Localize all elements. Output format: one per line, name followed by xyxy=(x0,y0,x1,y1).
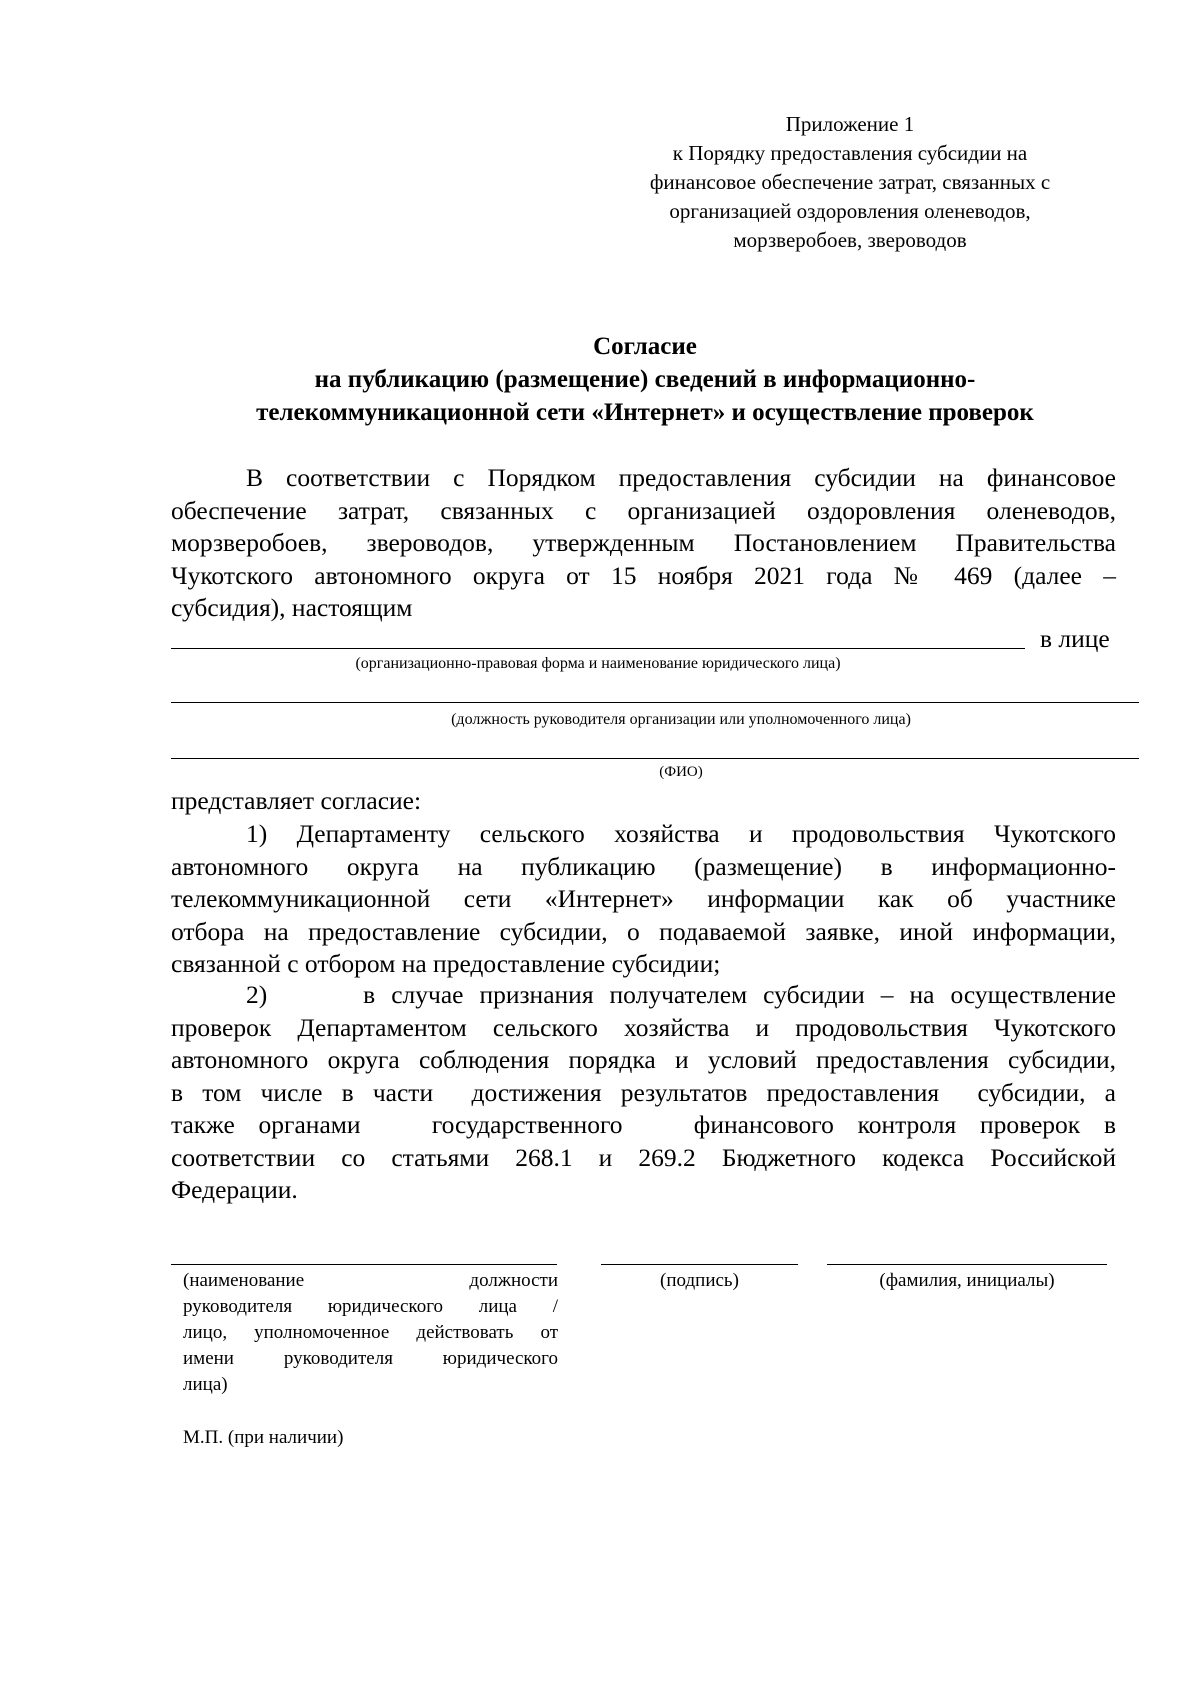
item1-line: связанной с отбором на предоставление субсидии; xyxy=(171,949,721,978)
appendix-header xyxy=(610,110,1090,255)
signatory-caption-line: лица) xyxy=(183,1374,228,1395)
appendix-line: организацией оздоровления оленеводов, xyxy=(669,199,1031,223)
intro-line: обеспечение затрат, связанных с организацией оздоровления оленеводов, xyxy=(171,495,1116,525)
item1-line: автономного округа на публикацию (размещение) в информационно- xyxy=(171,851,1116,881)
fio-field[interactable] xyxy=(171,758,1139,759)
item1-line: 1) Департаменту сельского хозяйства и продовольствия Чукотского xyxy=(246,819,1116,848)
item2-line: автономного округа соблюдения порядка и условий предоставления субсидии, xyxy=(171,1045,1116,1074)
represent-line: представляет согласие: xyxy=(171,786,422,815)
position-caption: (должность руководителя организации или уполномоченного лица) xyxy=(451,711,911,728)
document-title xyxy=(170,330,1120,429)
appendix-line: морзверобоев, звероводов xyxy=(733,228,967,252)
intro-line: субсидия), настоящим xyxy=(171,593,413,622)
item2-line: в том числе в части достижения результатов предоставления субсидии, а xyxy=(171,1077,1116,1107)
title-line: на публикацию (размещение) сведений в информационно- xyxy=(314,366,976,393)
item2-line: 2) в случае признания получателем субсидии – на осуществление xyxy=(246,980,1116,1009)
signatory-caption-line: лицо, уполномоченное действовать от xyxy=(183,1322,558,1343)
represent-paragraph xyxy=(171,785,1116,818)
org-name-field[interactable] xyxy=(171,648,1025,649)
consent-item-2 xyxy=(171,979,1116,1207)
org-name-caption: (организационно-правовая форма и наименование юридического лица) xyxy=(355,655,841,672)
signatory-name-caption: (фамилия, инициалы) xyxy=(879,1270,1055,1291)
intro-line: морзверобоев, звероводов, утвержденным Постановлением Правительства xyxy=(171,528,1116,557)
item1-line: телекоммуникационной сети «Интернет» информации как об участнике xyxy=(171,884,1116,913)
signatory-name-field[interactable] xyxy=(827,1264,1107,1265)
signatory-position-field[interactable] xyxy=(171,1264,557,1265)
title-line: телекоммуникационной сети «Интернет» и осуществление проверок xyxy=(256,399,1034,426)
position-field[interactable] xyxy=(171,702,1139,703)
signatory-caption-line: руководителя юридического лица / xyxy=(183,1296,558,1317)
title-line: Согласие xyxy=(593,333,697,360)
item2-line: также органами государственного финансового контроля проверок в xyxy=(171,1110,1116,1139)
appendix-line: финансовое обеспечение затрат, связанных с xyxy=(649,170,1051,194)
intro-line: В соответствии с Порядком предоставления субсидии на финансовое xyxy=(246,463,1116,492)
appendix-line: Приложение 1 xyxy=(785,112,915,136)
item2-line: соответствии со статьями 268.1 и 269.2 Бюджетного кодекса Российской xyxy=(171,1142,1116,1172)
stamp-label: М.П. (при наличии) xyxy=(183,1427,344,1448)
appendix-line: к Порядку предоставления субсидии на xyxy=(672,141,1028,165)
intro-line: Чукотского автономного округа от 15 ноября 2021 года № 469 (далее – xyxy=(171,560,1116,590)
intro-paragraph xyxy=(171,462,1116,625)
item2-line: Федерации. xyxy=(171,1175,298,1204)
signature-field[interactable] xyxy=(601,1264,798,1265)
signatory-position-caption xyxy=(183,1268,558,1398)
signatory-caption-line: (наименование должности xyxy=(183,1270,558,1291)
fio-caption: (ФИО) xyxy=(659,764,703,780)
in-face-label: в лице xyxy=(1040,624,1110,653)
consent-item-1 xyxy=(171,818,1116,981)
signature-caption: (подпись) xyxy=(660,1270,739,1291)
signatory-caption-line: имени руководителя юридического xyxy=(183,1348,558,1369)
item1-line: отбора на предоставление субсидии, о подаваемой заявке, иной информации, xyxy=(171,916,1116,946)
item2-line: проверок Департаментом сельского хозяйства и продовольствия Чукотского xyxy=(171,1012,1116,1042)
